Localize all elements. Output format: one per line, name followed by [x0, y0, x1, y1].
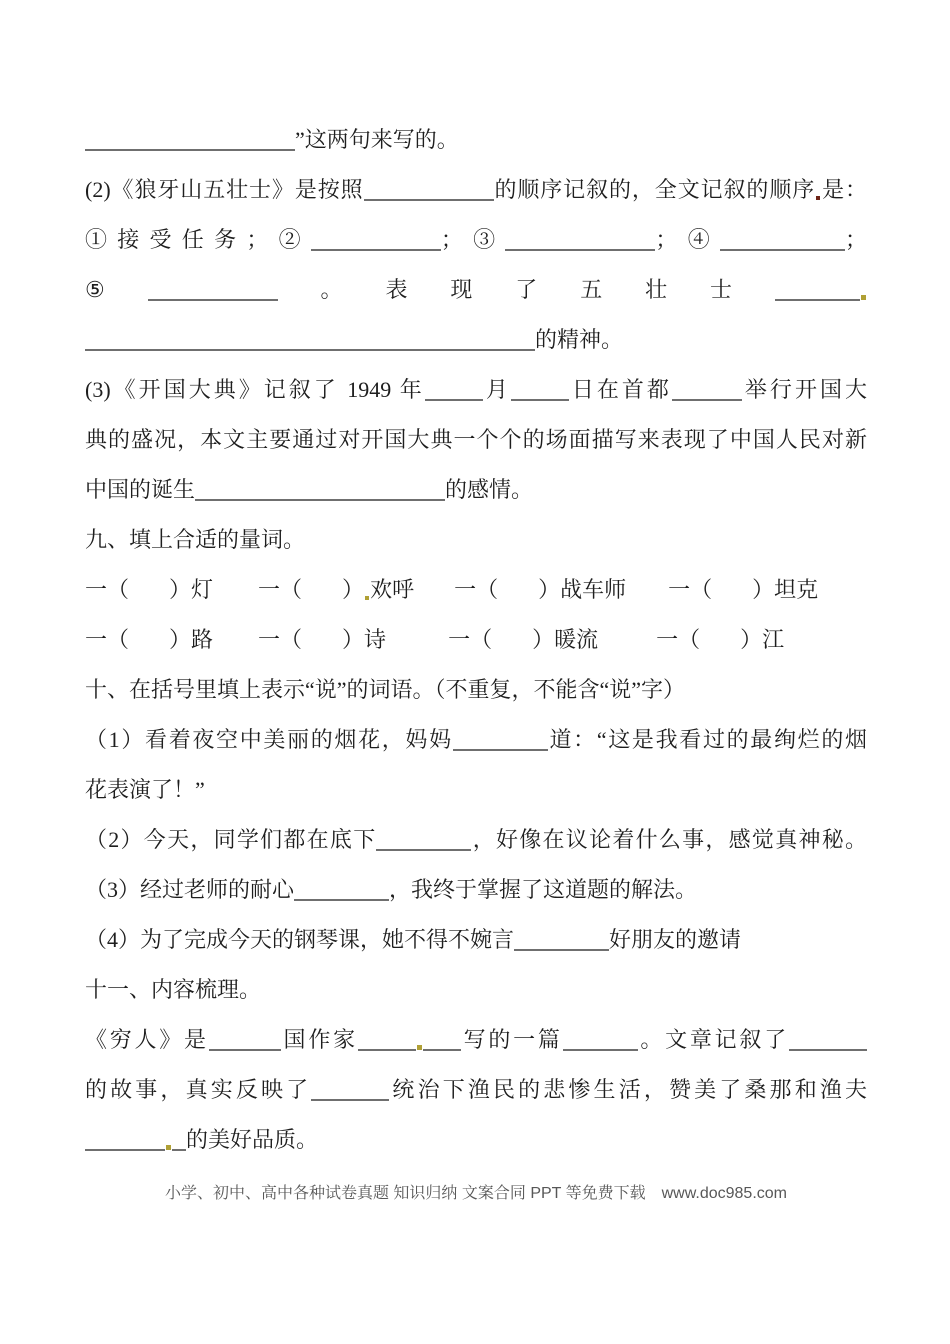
text-run: 一（ — [258, 577, 303, 602]
text-run: 一（ — [656, 627, 701, 652]
text-run: 的精神。 — [535, 327, 624, 352]
line-q11-b — [85, 1065, 867, 1115]
text-run: ）路 — [169, 627, 214, 652]
line-langyashan-intro — [85, 165, 867, 215]
line-q11-c — [85, 1115, 867, 1165]
text-run: 是： — [821, 177, 867, 202]
fill-in-blank — [563, 1045, 638, 1051]
text-run: 《穷人》是 — [85, 1027, 209, 1052]
fill-in-blank — [311, 1095, 389, 1101]
stray-mark-dot — [365, 596, 369, 600]
text-run: ；③ — [440, 227, 506, 252]
spacer — [598, 646, 656, 647]
text-run: 一（ — [668, 577, 713, 602]
fill-in-blank — [376, 845, 471, 851]
line-kaiguo-dadian-body — [85, 415, 867, 465]
text-run: 中国的诞生 — [85, 477, 196, 502]
stray-mark-dot — [417, 1045, 422, 1050]
text-run: 好朋友的邀请 — [609, 927, 742, 952]
text-run: ）诗 — [342, 627, 387, 652]
heading-q11 — [85, 965, 867, 1015]
spacer — [129, 646, 169, 647]
spacer — [302, 646, 342, 647]
worksheet-body — [85, 115, 867, 1165]
fill-in-blank — [172, 1145, 186, 1151]
fill-in-blank — [672, 395, 742, 401]
line-kaiguo-dadian-end — [85, 465, 867, 515]
text-run: ”这两句来写的。 — [295, 127, 459, 152]
text-run: 花表演了！” — [85, 777, 205, 802]
text-run: ①接受任务；② — [85, 227, 311, 252]
line-q10-3 — [85, 865, 867, 915]
text-run: (3)《开国大典》记叙了 1949 年 — [85, 377, 425, 402]
text-run: 举行开国大 — [741, 377, 867, 402]
line-sequence-1-to-4 — [85, 215, 867, 265]
text-run: 十一、内容梳理。 — [85, 977, 262, 1002]
text-run: 。表现了五壮士 — [277, 277, 775, 302]
text-run: 道：“这是我看过的最绚烂的烟 — [547, 727, 867, 752]
fill-in-blank — [423, 1045, 461, 1051]
text-run: （3）经过老师的耐心 — [85, 877, 295, 902]
fill-in-blank — [85, 345, 535, 351]
text-run: 写的一篇 — [460, 1027, 563, 1052]
text-run: 欢呼 — [370, 577, 415, 602]
text-run: 的感情。 — [445, 477, 534, 502]
line-q9-row1 — [85, 565, 867, 615]
spacer — [213, 646, 258, 647]
text-run: ）战车师 — [538, 577, 627, 602]
text-run: （1）看着夜空中美丽的烟花，妈妈 — [85, 727, 453, 752]
text-run: 典的盛况，本文主要通过对开国大典一个个的场面描写来表现了中国人民对新 — [85, 427, 867, 452]
fill-in-blank — [453, 745, 548, 751]
text-run: ）暖流 — [532, 627, 599, 652]
text-run: ） — [342, 577, 365, 602]
text-run: ）江 — [740, 627, 785, 652]
fill-in-blank — [311, 245, 441, 251]
text-run: 一（ — [85, 577, 130, 602]
stray-mark-dot — [861, 295, 866, 300]
line-q10-2 — [85, 815, 867, 865]
footer-note: 小学、初中、高中各种试卷真题 知识归纳 文案合同 PPT 等免费下载 www.doc985.com — [164, 1185, 787, 1202]
line-q10-1b — [85, 765, 867, 815]
fill-in-blank — [514, 945, 609, 951]
fill-in-blank — [505, 245, 655, 251]
text-run: (2)《狼牙山五壮士》是按照 — [85, 177, 364, 202]
fill-in-blank — [720, 245, 845, 251]
line-spirit-blank — [85, 315, 867, 365]
line-sequence-5-spirit — [85, 265, 867, 315]
text-run: 。文章记叙了 — [637, 1027, 789, 1052]
spacer — [700, 646, 740, 647]
fill-in-blank — [294, 895, 389, 901]
fill-in-blank — [209, 1045, 281, 1051]
text-run: （4）为了完成今天的钢琴课，她不得不婉言 — [85, 927, 515, 952]
spacer — [492, 646, 532, 647]
text-run: ⑤ — [85, 277, 148, 302]
spacer — [386, 646, 448, 647]
text-run: 的顺序记叙的，全文记叙的顺序 — [493, 177, 816, 202]
stray-mark-dot — [816, 196, 820, 200]
fill-in-blank — [789, 1045, 867, 1051]
text-run: ）灯 — [169, 577, 214, 602]
text-run: （2）今天，同学们都在底下 — [85, 827, 377, 852]
text-run: 九、填上合适的量词。 — [85, 527, 306, 552]
spacer — [498, 596, 538, 597]
text-run: ；④ — [655, 227, 720, 252]
fill-in-blank — [85, 145, 295, 151]
text-run: ）坦克 — [752, 577, 819, 602]
text-run: 国作家 — [280, 1027, 358, 1052]
text-run: 日在首都 — [568, 377, 672, 402]
line-q10-4 — [85, 915, 867, 965]
text-run: 月 — [482, 377, 511, 402]
fill-in-blank — [85, 1145, 165, 1151]
text-run: 一（ — [258, 627, 303, 652]
spacer — [213, 596, 258, 597]
fill-in-blank — [195, 495, 445, 501]
fill-in-blank — [364, 195, 494, 201]
text-run: ，好像在议论着什么事，感觉真神秘。 — [471, 827, 867, 852]
text-run: ，我终于掌握了这道题的解法。 — [389, 877, 698, 902]
fill-in-blank — [425, 395, 483, 401]
spacer — [626, 596, 668, 597]
spacer — [414, 596, 454, 597]
line-q10-1a — [85, 715, 867, 765]
text-run: ； — [844, 227, 867, 252]
text-run: 一（ — [448, 627, 493, 652]
stray-mark-dot — [166, 1145, 171, 1150]
text-run: 的故事，真实反映了 — [85, 1077, 312, 1102]
fill-in-blank — [775, 295, 860, 301]
line-q9-row2 — [85, 615, 867, 665]
text-run: 十、在括号里填上表示“说”的词语。（不重复，不能含“说”字） — [85, 677, 686, 702]
heading-q10 — [85, 665, 867, 715]
fill-in-blank — [358, 1045, 416, 1051]
text-run: 一（ — [454, 577, 499, 602]
line-q11-a — [85, 1015, 867, 1065]
text-run: 统治下渔民的悲惨生活，赞美了桑那和渔夫 — [389, 1077, 867, 1102]
spacer — [712, 596, 752, 597]
text-run: 的美好品质。 — [186, 1127, 319, 1152]
heading-q9 — [85, 515, 867, 565]
spacer — [302, 596, 342, 597]
spacer — [129, 596, 169, 597]
line-quote-completion — [85, 115, 867, 165]
fill-in-blank — [148, 295, 278, 301]
text-run: 一（ — [85, 627, 130, 652]
line-kaiguo-dadian-intro — [85, 365, 867, 415]
fill-in-blank — [511, 395, 569, 401]
